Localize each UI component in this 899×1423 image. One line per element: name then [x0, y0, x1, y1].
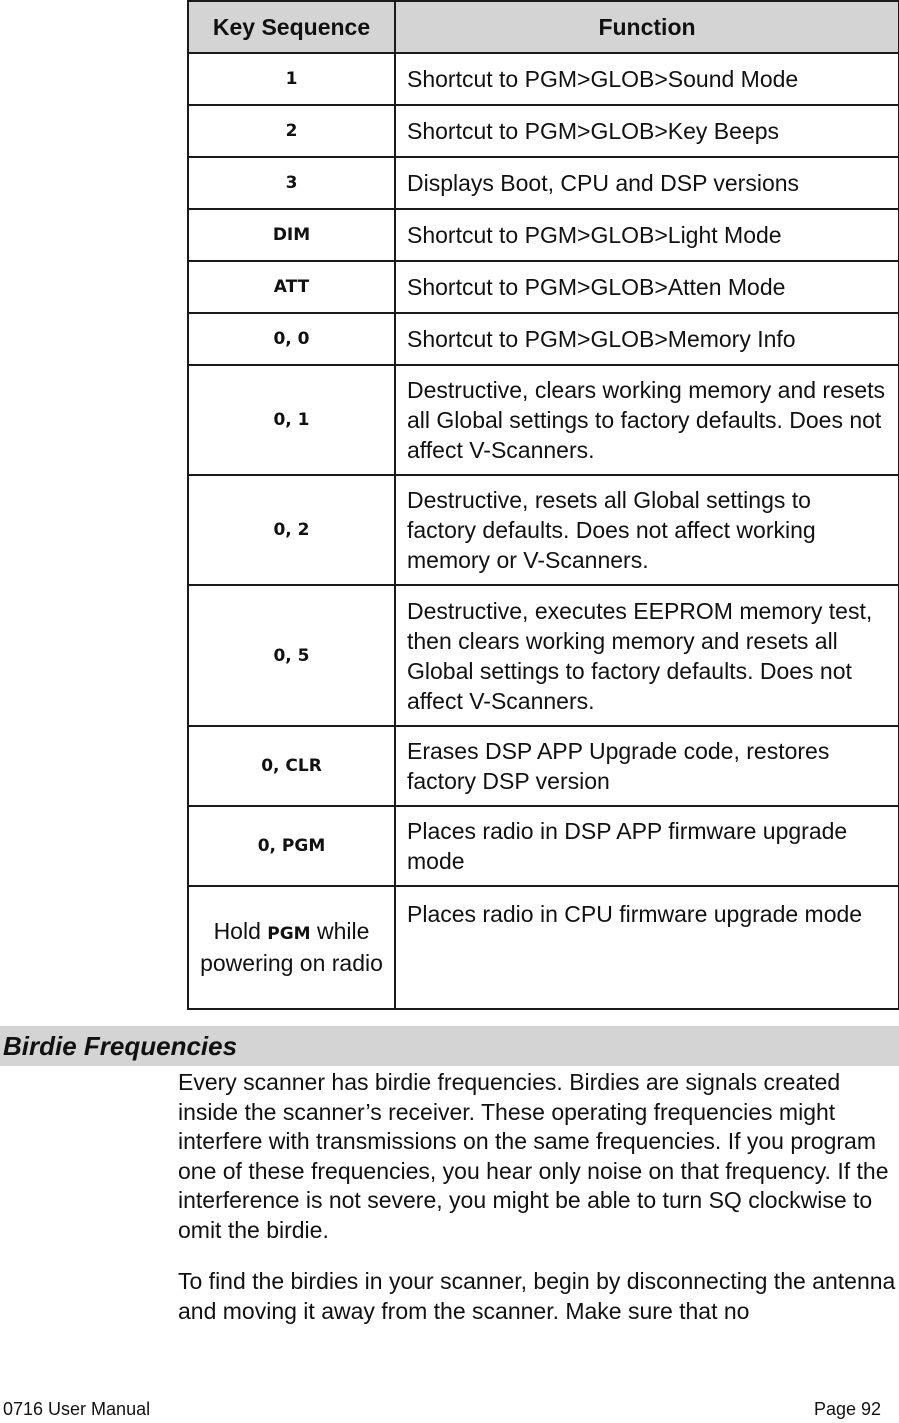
function-cell: Places radio in DSP APP firmware upgrade mode: [395, 806, 899, 886]
function-cell: Destructive, resets all Global settings to factory defaults. Does not affect working memory or V-Scanners.: [395, 475, 899, 585]
table-row: [188, 806, 899, 886]
table-row: [188, 53, 899, 105]
table-row: [188, 313, 899, 365]
body-paragraph: Every scanner has birdie frequencies. Birdies are signals created inside the scanner’s receiver. These operating frequencies might interfere with transmissions on the same frequencies. If you program one of these frequencies, you hear only noise on that frequency. If the interference is not severe, you might be able to turn SQ clockwise to omit the birdie.: [178, 1069, 889, 1243]
key-cell: 0, 2: [188, 475, 395, 585]
hold-key: PGM: [267, 924, 311, 944]
key-cell: 0, 1: [188, 365, 395, 475]
key-cell: DIM: [188, 209, 395, 261]
key-cell: 0, 0: [188, 313, 395, 365]
table-row: [188, 585, 899, 726]
table-header-row: [188, 1, 899, 53]
table-row: [188, 105, 899, 157]
key-cell: 0, CLR: [188, 726, 395, 806]
key-cell: 2: [188, 105, 395, 157]
hold-suffix: while powering on radio: [200, 918, 383, 976]
key-sequence-table: [187, 0, 899, 1010]
function-cell: Erases DSP APP Upgrade code, restores factory DSP version: [395, 726, 899, 806]
table-row: [188, 475, 899, 585]
key-cell: 3: [188, 157, 395, 209]
footer-manual-title: 0716 User Manual: [3, 1399, 151, 1419]
key-cell: [188, 886, 395, 1009]
table-row: [188, 886, 899, 1009]
table-row: [188, 209, 899, 261]
table-row: [188, 261, 899, 313]
table-row: [188, 726, 899, 806]
section-heading: Birdie Frequencies: [0, 1026, 899, 1066]
function-cell: Shortcut to PGM>GLOB>Light Mode: [395, 209, 899, 261]
key-cell: ATT: [188, 261, 395, 313]
key-cell: 0, PGM: [188, 806, 395, 886]
footer-page-number: Page 92: [813, 1399, 881, 1419]
key-cell: 1: [188, 53, 395, 105]
hold-prefix: Hold: [213, 918, 261, 944]
header-function: Function: [395, 1, 899, 53]
function-cell: Displays Boot, CPU and DSP versions: [395, 157, 899, 209]
function-cell: Shortcut to PGM>GLOB>Sound Mode: [395, 53, 899, 105]
table-row: [188, 157, 899, 209]
function-cell: Shortcut to PGM>GLOB>Memory Info: [395, 313, 899, 365]
function-cell: Shortcut to PGM>GLOB>Key Beeps: [395, 105, 899, 157]
body-paragraph: To find the birdies in your scanner, begin by disconnecting the antenna and moving it away from the scanner. Make sure that no: [178, 1268, 896, 1324]
function-cell: Shortcut to PGM>GLOB>Atten Mode: [395, 261, 899, 313]
function-cell: Places radio in CPU firmware upgrade mode: [395, 886, 899, 1009]
table-row: [188, 365, 899, 475]
key-cell: 0, 5: [188, 585, 395, 726]
function-cell: Destructive, clears working memory and resets all Global settings to factory defaults. Does not affect V-Scanners.: [395, 365, 899, 475]
function-cell: Destructive, executes EEPROM memory test, then clears working memory and resets all Global settings to factory defaults. Does not affect V-Scanners.: [395, 585, 899, 726]
header-key-sequence: Key Sequence: [188, 1, 395, 53]
